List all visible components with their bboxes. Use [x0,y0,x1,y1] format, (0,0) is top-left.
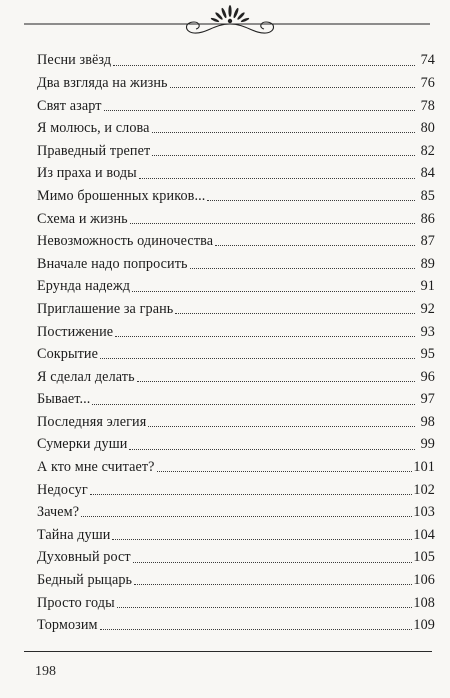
toc-entry-title: Недосуг [37,481,88,498]
toc-entry [37,429,435,452]
toc-leader-dots [90,494,413,495]
toc-entry-page: 74 [420,52,435,69]
toc-leader-dots [215,245,415,246]
toc-entry [37,181,435,204]
toc-entry [37,542,435,565]
toc-entry-title: Невозможность одиночества [37,233,214,250]
toc-entry-page: 96 [420,368,435,385]
toc-leader-dots [139,178,415,179]
toc-entry-page: 91 [420,278,435,295]
toc-entry [37,113,435,136]
toc-leader-dots [152,132,415,133]
toc-entry-title: Сокрытие [37,346,98,363]
toc-leader-dots [100,629,413,630]
toc-leader-dots [190,268,415,269]
toc-leader-dots [115,336,415,337]
toc-entry [37,248,435,271]
toc-entry-title: Вначале надо попросить [37,255,188,272]
toc-entry-page: 76 [420,74,435,91]
toc-entry-title: Песни звёзд [37,52,112,69]
toc-entry [37,316,435,339]
toc-entry-page: 92 [420,300,435,317]
toc-entry-page: 98 [420,413,435,430]
toc-entry-title: Я сделал делать [37,368,135,385]
toc-entry-title: Приглашение за грань [37,300,174,317]
toc-entry-page: 93 [420,323,435,340]
toc-entry [37,158,435,181]
toc-entry-title: Духовный рост [37,549,131,566]
table-of-contents [37,45,435,632]
footer-rule [24,651,432,652]
toc-entry-page: 84 [420,165,435,182]
toc-leader-dots [207,200,415,201]
toc-entry-page: 80 [420,120,435,137]
toc-entry [37,587,435,610]
toc-entry-title: Ерунда надежд [37,278,131,295]
toc-leader-dots [92,404,415,405]
toc-leader-dots [130,223,415,224]
toc-entry-title: Я молюсь, и слова [37,120,150,137]
toc-entry-title: Два взгляда на жизнь [37,74,168,91]
toc-entry-title: Просто годы [37,594,115,611]
toc-entry-page: 95 [420,346,435,363]
toc-leader-dots [129,449,415,450]
toc-entry [37,384,435,407]
toc-entry [37,90,435,113]
toc-entry-page: 105 [413,549,435,566]
toc-entry-title: Зачем? [37,504,80,521]
toc-leader-dots [132,291,415,292]
toc-entry-title: А кто мне считает? [37,459,155,476]
toc-entry [37,203,435,226]
toc-entry-page: 108 [413,594,435,611]
toc-entry [37,452,435,475]
toc-entry-title: Бывает... [37,391,91,408]
toc-entry [37,68,435,91]
toc-entry [37,497,435,520]
page-number: 198 [35,664,56,679]
toc-leader-dots [170,87,415,88]
toc-entry [37,519,435,542]
toc-entry-title: Последняя элегия [37,413,147,430]
toc-entry-page: 104 [413,526,435,543]
toc-leader-dots [81,516,412,517]
toc-leader-dots [148,426,415,427]
toc-entry-page: 102 [413,481,435,498]
toc-entry-title: Свят азарт [37,97,102,114]
toc-entry-title: Тайна души [37,526,111,543]
toc-leader-dots [157,471,413,472]
toc-entry-page: 82 [420,142,435,159]
toc-entry-page: 85 [420,187,435,204]
toc-entry [37,339,435,362]
toc-leader-dots [137,381,415,382]
toc-entry [37,45,435,68]
toc-entry [37,226,435,249]
toc-leader-dots [104,110,415,111]
toc-entry-page: 99 [420,436,435,453]
toc-entry-title: Постижение [37,323,114,340]
toc-leader-dots [100,358,415,359]
toc-entry [37,271,435,294]
toc-entry [37,610,435,633]
toc-entry-page: 101 [413,459,435,476]
toc-leader-dots [175,313,415,314]
toc-entry-page: 78 [420,97,435,114]
toc-entry-page: 109 [413,617,435,634]
toc-entry [37,135,435,158]
toc-entry-page: 106 [413,572,435,589]
toc-entry-title: Праведный трепет [37,142,151,159]
toc-leader-dots [113,65,415,66]
toc-entry [37,565,435,588]
toc-leader-dots [134,584,412,585]
toc-leader-dots [133,562,413,563]
toc-entry-page: 87 [420,233,435,250]
toc-entry-title: Тормозим [37,617,98,634]
toc-leader-dots [152,155,415,156]
toc-leader-dots [117,607,413,608]
toc-entry [37,294,435,317]
toc-entry-page: 103 [413,504,435,521]
toc-entry-title: Мимо брошенных криков... [37,187,206,204]
toc-entry-title: Из праха и воды [37,165,137,182]
toc-entry-page: 89 [420,255,435,272]
toc-entry-title: Схема и жизнь [37,210,128,227]
toc-entry [37,361,435,384]
toc-entry-title: Сумерки души [37,436,128,453]
toc-leader-dots [112,539,412,540]
toc-entry-title: Бедный рыцарь [37,572,133,589]
toc-entry-page: 97 [420,391,435,408]
toc-entry [37,407,435,430]
toc-entry-page: 86 [420,210,435,227]
fleuron-divider-icon [24,0,430,45]
toc-entry [37,474,435,497]
